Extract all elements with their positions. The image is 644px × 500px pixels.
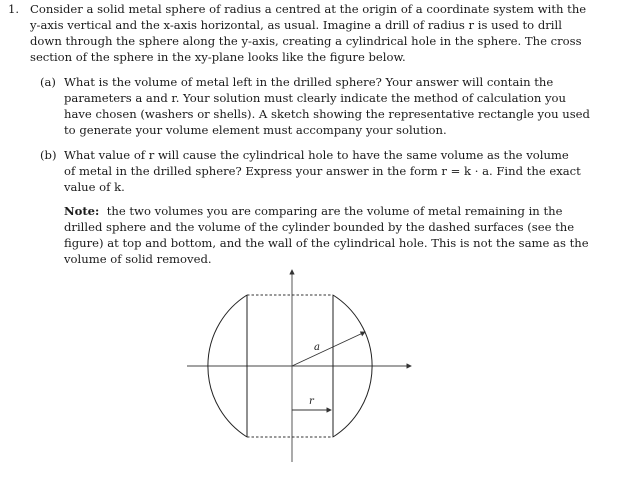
part-b-label: (b) bbox=[40, 148, 57, 162]
intro-line-3: down through the sphere along the y-axis, creating a cylindrical hole in the sphere. The cross bbox=[30, 34, 582, 48]
note-line-2: drilled sphere and the volume of the cylinder bounded by the dashed surfaces (see the bbox=[64, 220, 575, 234]
part-a-line-3: have chosen (washers or shells). A sketch showing the representative rectangle you used bbox=[64, 107, 590, 121]
part-a-label: (a) bbox=[40, 75, 56, 89]
note-label: Note: bbox=[64, 204, 100, 218]
part-a-line-1: What is the volume of metal left in the drilled sphere? Your answer will contain the bbox=[64, 75, 554, 89]
radius-a-label: a bbox=[314, 342, 320, 353]
part-b-line-1: What value of r will cause the cylindrical hole to have the same volume as the volume bbox=[64, 148, 569, 162]
part-a-line-4: to generate your volume element must accompany your solution. bbox=[64, 123, 447, 137]
note-line-3: figure) at top and bottom, and the wall of the cylindrical hole. This is not the same as the bbox=[64, 236, 589, 250]
intro-line-2: y-axis vertical and the x-axis horizontal, as usual. Imagine a drill of radius r is used to drill bbox=[30, 18, 562, 32]
part-b-line-2: of metal in the drilled sphere? Express your answer in the form r = k · a. Find the exact bbox=[64, 164, 581, 178]
intro-line-4: section of the sphere in the xy-plane looks like the figure below. bbox=[30, 50, 406, 64]
part-b-line-3: value of k. bbox=[64, 180, 125, 194]
radius-r-label: r bbox=[309, 396, 314, 407]
part-a-line-2: parameters a and r. Your solution must clearly indicate the method of calculation you bbox=[64, 91, 567, 105]
intro-line-1: Consider a solid metal sphere of radius a centred at the origin of a coordinate system with the bbox=[30, 2, 587, 16]
note-line-4: volume of solid removed. bbox=[64, 252, 212, 266]
radius-a-arrow bbox=[292, 332, 365, 366]
note-first-line: the two volumes you are comparing are the volume of metal remaining in the bbox=[106, 204, 563, 218]
question-number: 1. bbox=[8, 2, 20, 16]
